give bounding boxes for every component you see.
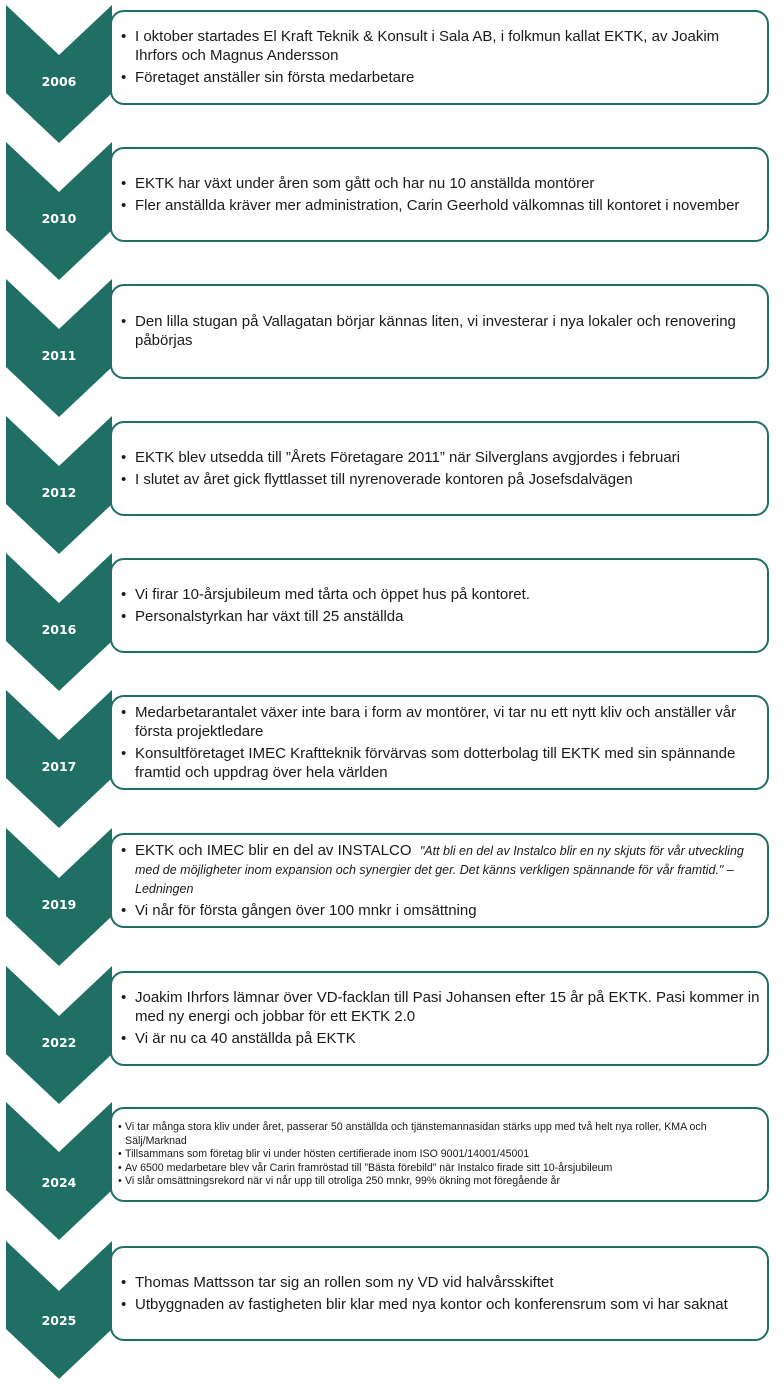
- event-box: [110, 558, 769, 653]
- event-item: • I slutet av året gick flyttlasset till nyrenoverade kontoren på Josefsdalvägen: [118, 470, 761, 489]
- chevron-arrow-shape: [6, 1241, 112, 1379]
- year-label: 2024: [41, 1175, 77, 1190]
- chevron-arrow-shape: [6, 1102, 112, 1240]
- event-box: [110, 695, 769, 790]
- event-item: • I oktober startades El Kraft Teknik & Konsult i Sala AB, i folkmun kallat EKTK, av Joakim Ihrfors och Magnus Andersson: [118, 27, 761, 65]
- event-box: [110, 284, 769, 379]
- event-item: [118, 841, 761, 898]
- event-item: • Företaget anställer sin första medarbetare: [118, 68, 761, 87]
- timeline-entry-2016: [0, 553, 784, 691]
- timeline-entry-2022: [0, 966, 784, 1104]
- year-label: 2022: [41, 1035, 77, 1050]
- timeline-entry-2012: [0, 416, 784, 554]
- event-item: • Den lilla stugan på Vallagatan börjar kännas liten, vi investerar i nya lokaler och renovering påbörjas: [118, 312, 761, 350]
- event-box: [110, 833, 769, 928]
- event-item: • EKTK har växt under åren som gått och har nu 10 anställda montörer: [118, 174, 761, 193]
- timeline-entry-2025: [0, 1241, 784, 1379]
- year-label: 2017: [41, 759, 77, 774]
- event-item: • Joakim Ihrfors lämnar över VD-facklan till Pasi Johansen efter 15 år på EKTK. Pasi kommer in med ny energi och jobbar för ett EKTK 2.0: [118, 988, 761, 1026]
- timeline-entry-2017: [0, 690, 784, 828]
- timeline-entry-2019: [0, 828, 784, 966]
- year-label: 2025: [41, 1313, 77, 1328]
- event-item: • Vi slår omsättningsrekord när vi når upp till otroliga 250 mnkr, 99% ökning mot föregående år: [118, 1175, 761, 1189]
- event-item: • Konsultföretaget IMEC Kraftteknik förvärvas som dotterbolag till EKTK med sin spännande framtid och uppdrag över hela världen: [118, 744, 761, 782]
- event-box: [110, 971, 769, 1066]
- event-item: • Medarbetarantalet växer inte bara i form av montörer, vi tar nu ett nytt kliv och anställer vår första projektledare: [118, 703, 761, 741]
- timeline-entry-2006: [0, 5, 784, 143]
- event-item: • Vi firar 10-årsjubileum med tårta och öppet hus på kontoret.: [118, 585, 761, 604]
- event-item: • Tillsammans som företag blir vi under hösten certifierade inom ISO 9001/14001/45001: [118, 1148, 761, 1162]
- event-box: [110, 10, 769, 105]
- event-quote: "Att bli en del av Instalco blir en ny skjuts för vår utveckling med de möjligheter inom expansion och synergier det ger. Det känns verkligen spännande för vår framtid." – Ledningen: [135, 843, 744, 896]
- timeline-entry-2024: [0, 1102, 784, 1240]
- event-item: • Vi är nu ca 40 anställda på EKTK: [118, 1029, 761, 1048]
- year-label: 2012: [41, 485, 77, 500]
- year-label: 2010: [41, 211, 77, 226]
- event-item: • Av 6500 medarbetare blev vår Carin framröstad till ”Bästa förebild” när Instalco firade sitt 10-årsjubileum: [118, 1162, 761, 1176]
- event-lead-text: EKTK och IMEC blir en del av INSTALCO: [135, 841, 412, 859]
- event-item: • Utbyggnaden av fastigheten blir klar med nya kontor och konferensrum som vi har saknat: [118, 1295, 761, 1314]
- year-label: 2019: [41, 897, 77, 912]
- event-item: • Vi når för första gången över 100 mnkr i omsättning: [118, 901, 761, 920]
- year-label: 2011: [41, 348, 77, 363]
- timeline-entry-2010: [0, 142, 784, 280]
- event-box: [110, 1246, 769, 1341]
- timeline-entry-2011: [0, 279, 784, 417]
- year-label: 2006: [41, 74, 77, 89]
- event-item: • Fler anställda kräver mer administration, Carin Geerhold välkomnas till kontoret i november: [118, 196, 761, 215]
- event-item: • Thomas Mattsson tar sig an rollen som ny VD vid halvårsskiftet: [118, 1273, 761, 1292]
- event-item: • Personalstyrkan har växt till 25 anställda: [118, 607, 761, 626]
- event-item: • Vi tar många stora kliv under året, passerar 50 anställda och tjänstemannasidan stärks upp med två helt nya roller, KMA och Sälj/Marknad: [118, 1121, 761, 1148]
- event-box: [110, 147, 769, 242]
- event-box: [110, 421, 769, 516]
- event-box: [110, 1107, 769, 1202]
- year-label: 2016: [41, 622, 77, 637]
- event-item: • EKTK blev utsedda till ”Årets Företagare 2011” när Silverglans avgjordes i februari: [118, 448, 761, 467]
